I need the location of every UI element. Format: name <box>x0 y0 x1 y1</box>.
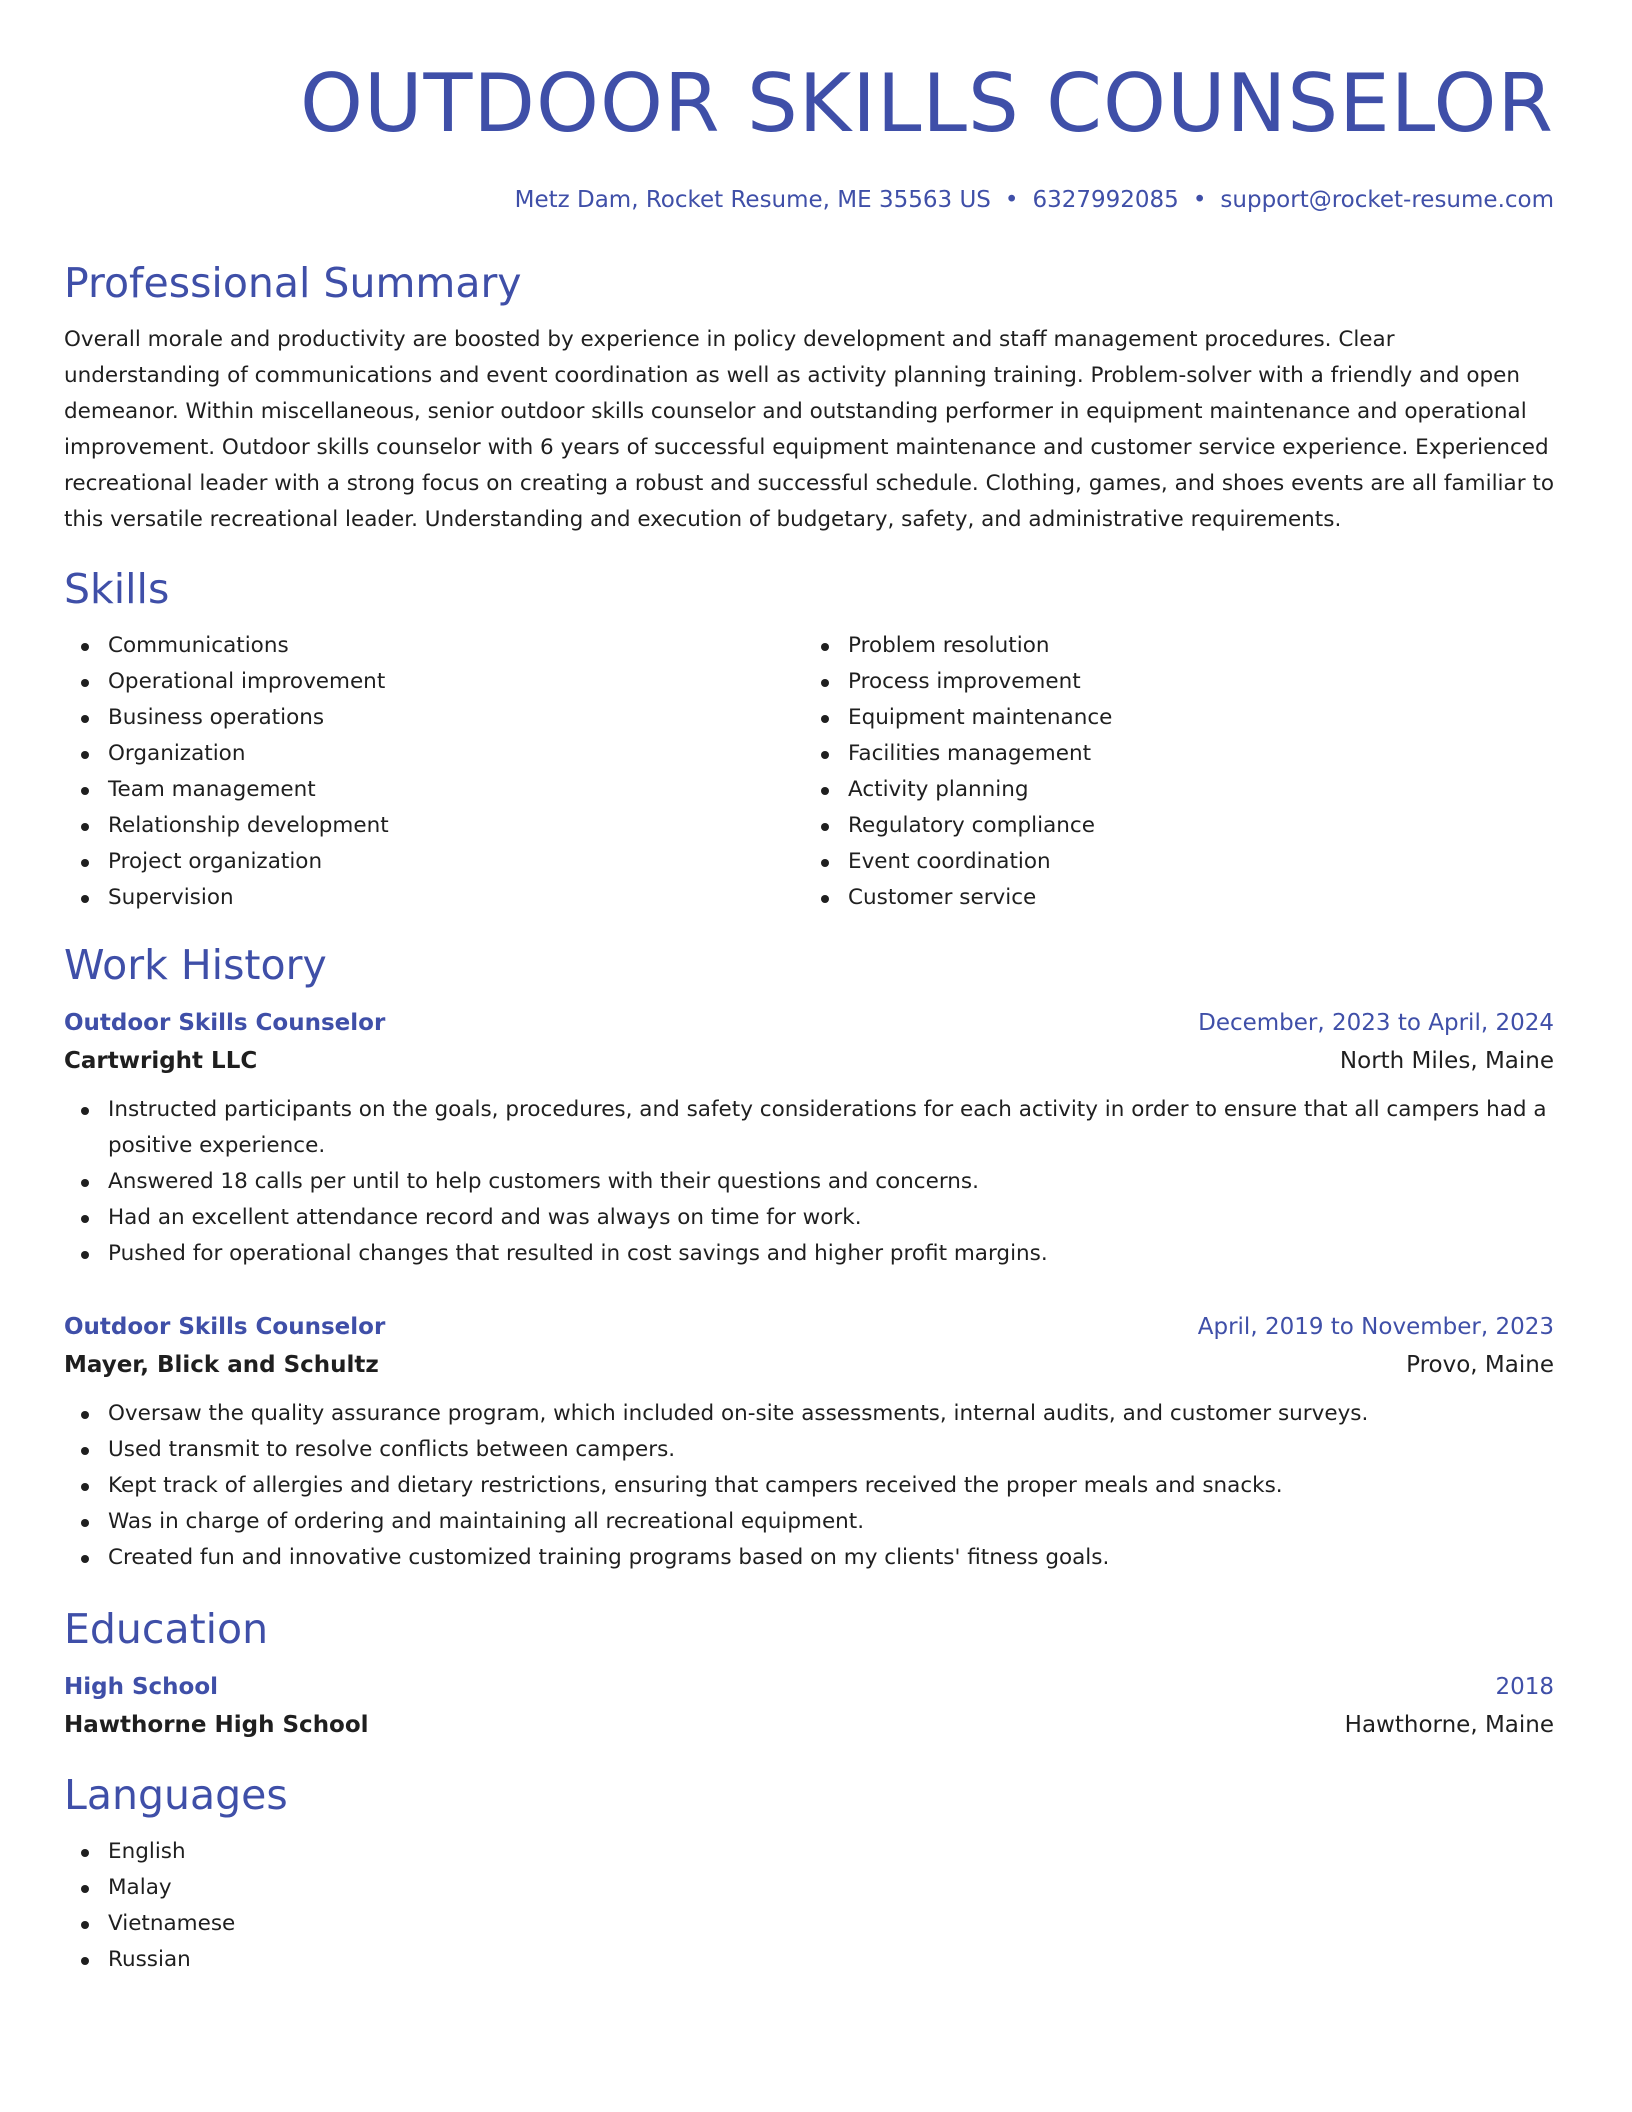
candidate-name: OUTDOOR SKILLS COUNSELOR <box>300 57 1554 150</box>
job-company-row <box>64 1038 1554 1076</box>
skill-item: Equipment maintenance <box>804 700 1554 736</box>
skill-item: Activity planning <box>804 772 1554 808</box>
contact-phone: 6327992085 <box>1032 187 1179 213</box>
skill-item: Organization <box>64 736 804 772</box>
skills-heading: Skills <box>64 565 170 613</box>
education-year: 2018 <box>1495 1674 1554 1700</box>
language-item: English <box>64 1834 1554 1870</box>
education-location: Hawthorne, Maine <box>1344 1712 1554 1738</box>
job-duty: Instructed participants on the goals, procedures, and safety considerations for each activity in order to ensure that all campers had a positive experience. <box>64 1092 1554 1164</box>
job-duty: Used transmit to resolve conflicts between campers. <box>64 1432 1554 1468</box>
education-school: Hawthorne High School <box>64 1712 369 1738</box>
languages-list <box>64 1834 1554 1978</box>
contact-separator: • <box>1004 187 1019 213</box>
job-title: Outdoor Skills Counselor <box>64 1010 386 1036</box>
skills-section <box>64 564 1554 916</box>
education-entry <box>64 1672 1554 1740</box>
languages-section <box>64 1770 1554 1978</box>
skill-item: Event coordination <box>804 844 1554 880</box>
contact-separator: • <box>1192 187 1207 213</box>
skills-grid <box>64 628 1554 916</box>
skill-item: Supervision <box>64 880 804 916</box>
education-degree-row <box>64 1672 1554 1702</box>
job-dates: December, 2023 to April, 2024 <box>1198 1010 1554 1036</box>
summary-text: Overall morale and productivity are boosted by experience in policy development and staff management procedures. Clear understanding of communications and event coordination as well as activity planning training. Problem-solver with a friendly and open demeanor. Within miscellaneous, senior outdoor skills counselor and outstanding performer in equipment maintenance and operational improvement. Outdoor skills counselor with 6 years of successful equipment maintenance and customer service experience. Experienced recreational leader with a strong focus on creating a robust and successful schedule. Clothing, games, and shoes events are all familiar to this versatile recreational leader. Understanding and execution of budgetary, safety, and administrative requirements. <box>64 327 1554 532</box>
skill-item: Operational improvement <box>64 664 804 700</box>
job-location: North Miles, Maine <box>1339 1048 1554 1074</box>
skill-item: Project organization <box>64 844 804 880</box>
skills-list-left <box>64 628 804 916</box>
skill-item: Team management <box>64 772 804 808</box>
skill-item: Facilities management <box>804 736 1554 772</box>
job-duty: Created fun and innovative customized training programs based on my clients' fitness goals. <box>64 1540 1554 1576</box>
job-duties-list <box>64 1092 1554 1272</box>
job-company: Cartwright LLC <box>64 1048 258 1074</box>
contact-line <box>64 186 1554 214</box>
skill-item: Regulatory compliance <box>804 808 1554 844</box>
skill-item: Process improvement <box>804 664 1554 700</box>
job-entry <box>64 1008 1554 1272</box>
resume-header <box>64 56 1554 214</box>
job-duty: Pushed for operational changes that resulted in cost savings and higher profit margins. <box>64 1236 1554 1272</box>
skill-item: Problem resolution <box>804 628 1554 664</box>
language-item: Russian <box>64 1942 1554 1978</box>
job-duty: Had an excellent attendance record and was always on time for work. <box>64 1200 1554 1236</box>
skill-item: Customer service <box>804 880 1554 916</box>
summary-heading: Professional Summary <box>64 259 522 307</box>
job-title-row <box>64 1008 1554 1038</box>
job-title: Outdoor Skills Counselor <box>64 1314 386 1340</box>
work-history-section <box>64 940 1554 1576</box>
job-dates: April, 2019 to November, 2023 <box>1197 1314 1554 1340</box>
summary-section <box>64 258 1554 538</box>
job-location: Provo, Maine <box>1406 1352 1554 1378</box>
education-degree: High School <box>64 1674 219 1700</box>
job-duties-list <box>64 1396 1554 1576</box>
job-company-row <box>64 1342 1554 1380</box>
job-duty: Oversaw the quality assurance program, which included on-site assessments, internal audits, and customer surveys. <box>64 1396 1554 1432</box>
languages-heading: Languages <box>64 1771 288 1819</box>
job-title-row <box>64 1312 1554 1342</box>
contact-email: support@rocket-resume.com <box>1220 187 1554 213</box>
job-duty: Answered 18 calls per until to help customers with their questions and concerns. <box>64 1164 1554 1200</box>
job-duty: Kept track of allergies and dietary restrictions, ensuring that campers received the proper meals and snacks. <box>64 1468 1554 1504</box>
language-item: Vietnamese <box>64 1906 1554 1942</box>
job-entry <box>64 1312 1554 1576</box>
skill-item: Relationship development <box>64 808 804 844</box>
education-section <box>64 1604 1554 1740</box>
education-school-row <box>64 1702 1554 1740</box>
work-history-heading: Work History <box>64 941 327 989</box>
education-heading: Education <box>64 1605 269 1653</box>
job-duty: Was in charge of ordering and maintaining all recreational equipment. <box>64 1504 1554 1540</box>
contact-address: Metz Dam, Rocket Resume, ME 35563 US <box>514 187 991 213</box>
skills-list-right <box>804 628 1554 916</box>
job-company: Mayer, Blick and Schultz <box>64 1352 379 1378</box>
language-item: Malay <box>64 1870 1554 1906</box>
skill-item: Communications <box>64 628 804 664</box>
skill-item: Business operations <box>64 700 804 736</box>
